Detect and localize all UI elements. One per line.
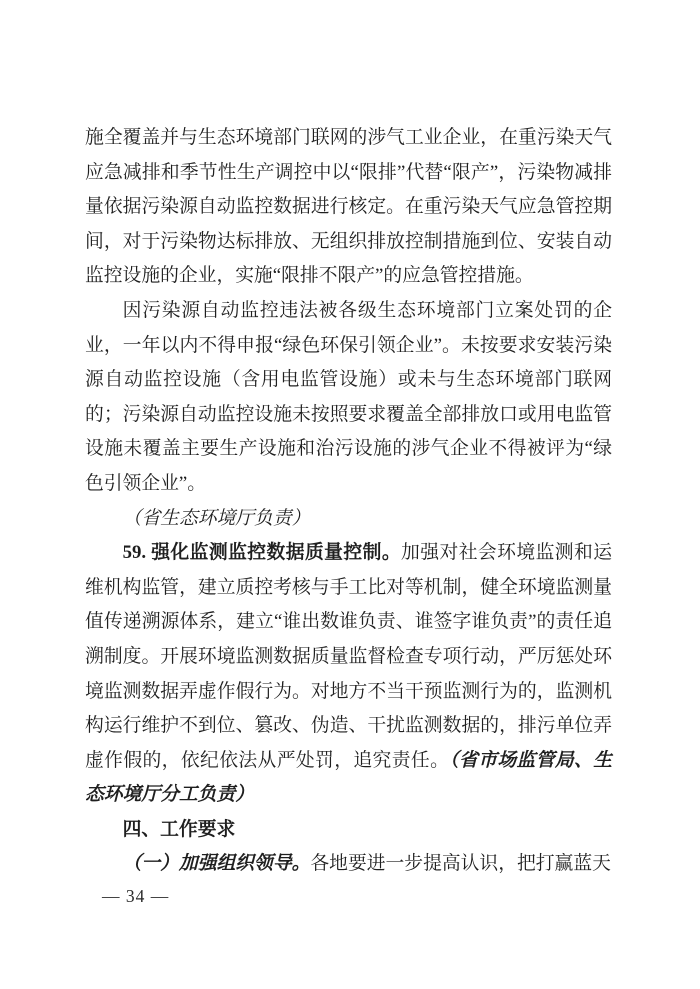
section-heading [85,813,612,848]
continuation-paragraph [85,121,612,294]
section-heading-text: 四、工作要求 [122,818,236,840]
numbered-item-heading: 59. 强化监测监控数据质量控制。 [122,542,402,564]
paragraph-text: 加强对社会环境监测和运维机构监管，建立质控考核与手工比对等机制，健全环境监测量值传递溯源体系，建立“谁出数谁负责、谁签字谁负责”的责任追溯制度。开展环境监测数据质量监督检查专项行动，严厉惩处环境监测数据弄虚作假行为。对地方不当干预监测行为的，监测机构运行维护不到位、篡改、伪造、干扰监测数据的，排污单位弄虚作假的，依纪依法从严处罚，追究责任。 [85,542,613,771]
attribution-text: （省生态环境厅负责） [122,507,311,529]
responsibility-attribution [85,502,612,537]
paragraph-text: 各地要进一步提高认识，把打赢蓝天 [310,853,611,875]
page-number-text: — 34 — [102,886,170,906]
subsection-paragraph [85,847,612,882]
page-number [102,886,169,907]
attribution-text: （省市场监管局、生态环境厅分工负责） [85,749,613,806]
paragraph-text: 施全覆盖并与生态环境部门联网的涉气工业企业，在重污染天气应急减排和季节性生产调控中以“限排”代替“限产”，污染物减排量依据污染源自动监控数据进行核定。在重污染天气应急管控期间，对于污染物达标排放、无组织排放控制措施到位、安装自动监控设施的企业，实施“限排不限产”的应急管控措施。 [85,127,612,287]
numbered-item-paragraph [85,536,612,813]
paragraph-text: 因污染源自动监控违法被各级生态环境部门立案处罚的企业，一年以内不得申报“绿色环保引领企业”。未按要求安装污染源自动监控设施（含用电监管设施）或未与生态环境部门联网的；污染源自动监控设施未按照要求覆盖全部排放口或用电监管设施未覆盖主要生产设施和治污设施的涉气企业不得被评为“绿色引领企业”。 [85,299,612,494]
subsection-heading-text: （一）加强组织领导。 [122,853,311,875]
document-text-block [85,121,612,882]
body-paragraph [85,294,612,502]
